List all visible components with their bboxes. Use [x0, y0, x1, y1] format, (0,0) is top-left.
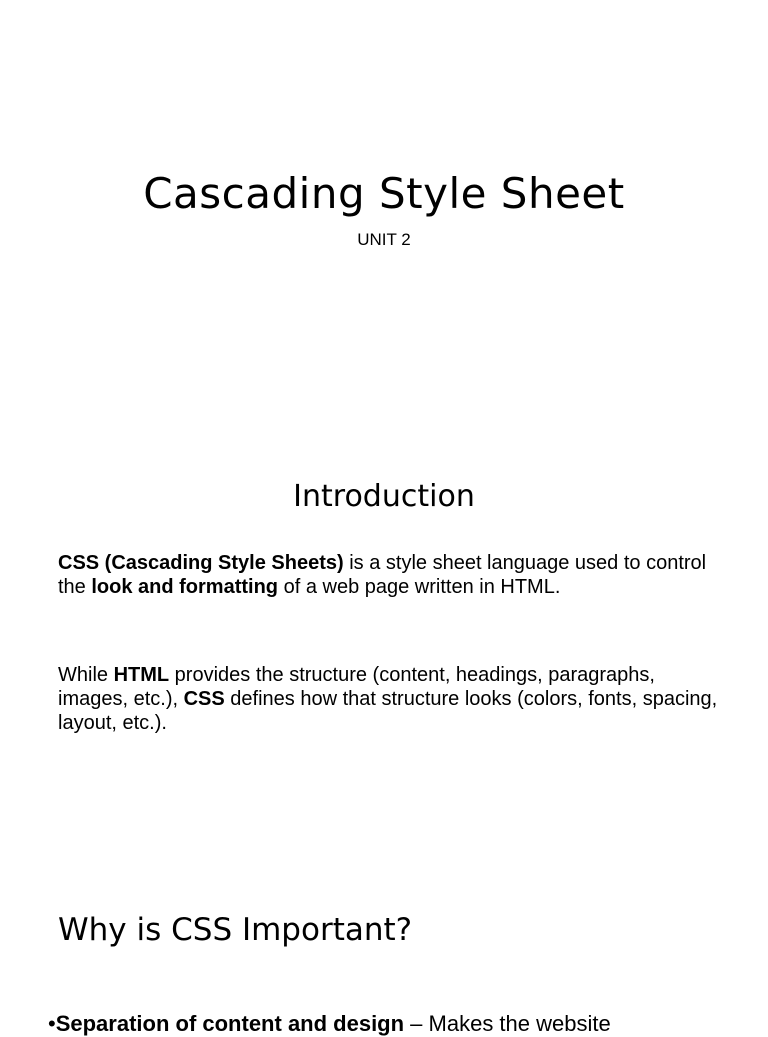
- intro-paragraph-2: [58, 663, 718, 735]
- look-formatting-term: look and formatting: [91, 576, 279, 598]
- bullet-marker: •: [48, 1011, 56, 1036]
- p2-text-1: provides the structure (content, headings, paragraphs, images, etc.),: [58, 664, 655, 710]
- bullet-bold-text: Separation of content and design: [55, 1011, 405, 1036]
- p2-text-0: While: [58, 664, 114, 686]
- p1-text-2: of a web page written in HTML.: [278, 576, 561, 598]
- bullet-rest-text: – Makes the website: [404, 1011, 611, 1036]
- html-term: HTML: [113, 664, 170, 686]
- css-term: CSS (Cascading Style Sheets): [58, 552, 344, 574]
- p1-text-1: is a style sheet language used to control the: [58, 552, 707, 598]
- intro-heading: Introduction: [293, 479, 475, 514]
- slide-subtitle: UNIT 2: [357, 230, 411, 249]
- css-term-2: CSS: [183, 688, 225, 710]
- importance-heading: Why is CSS Important?: [58, 912, 413, 948]
- intro-paragraph-1: [58, 551, 718, 599]
- p2-text-2: defines how that structure looks (colors, fonts, spacing, layout, etc.).: [58, 688, 718, 734]
- bullet-item: [48, 1011, 768, 1037]
- slide-title: Cascading Style Sheet: [143, 169, 625, 218]
